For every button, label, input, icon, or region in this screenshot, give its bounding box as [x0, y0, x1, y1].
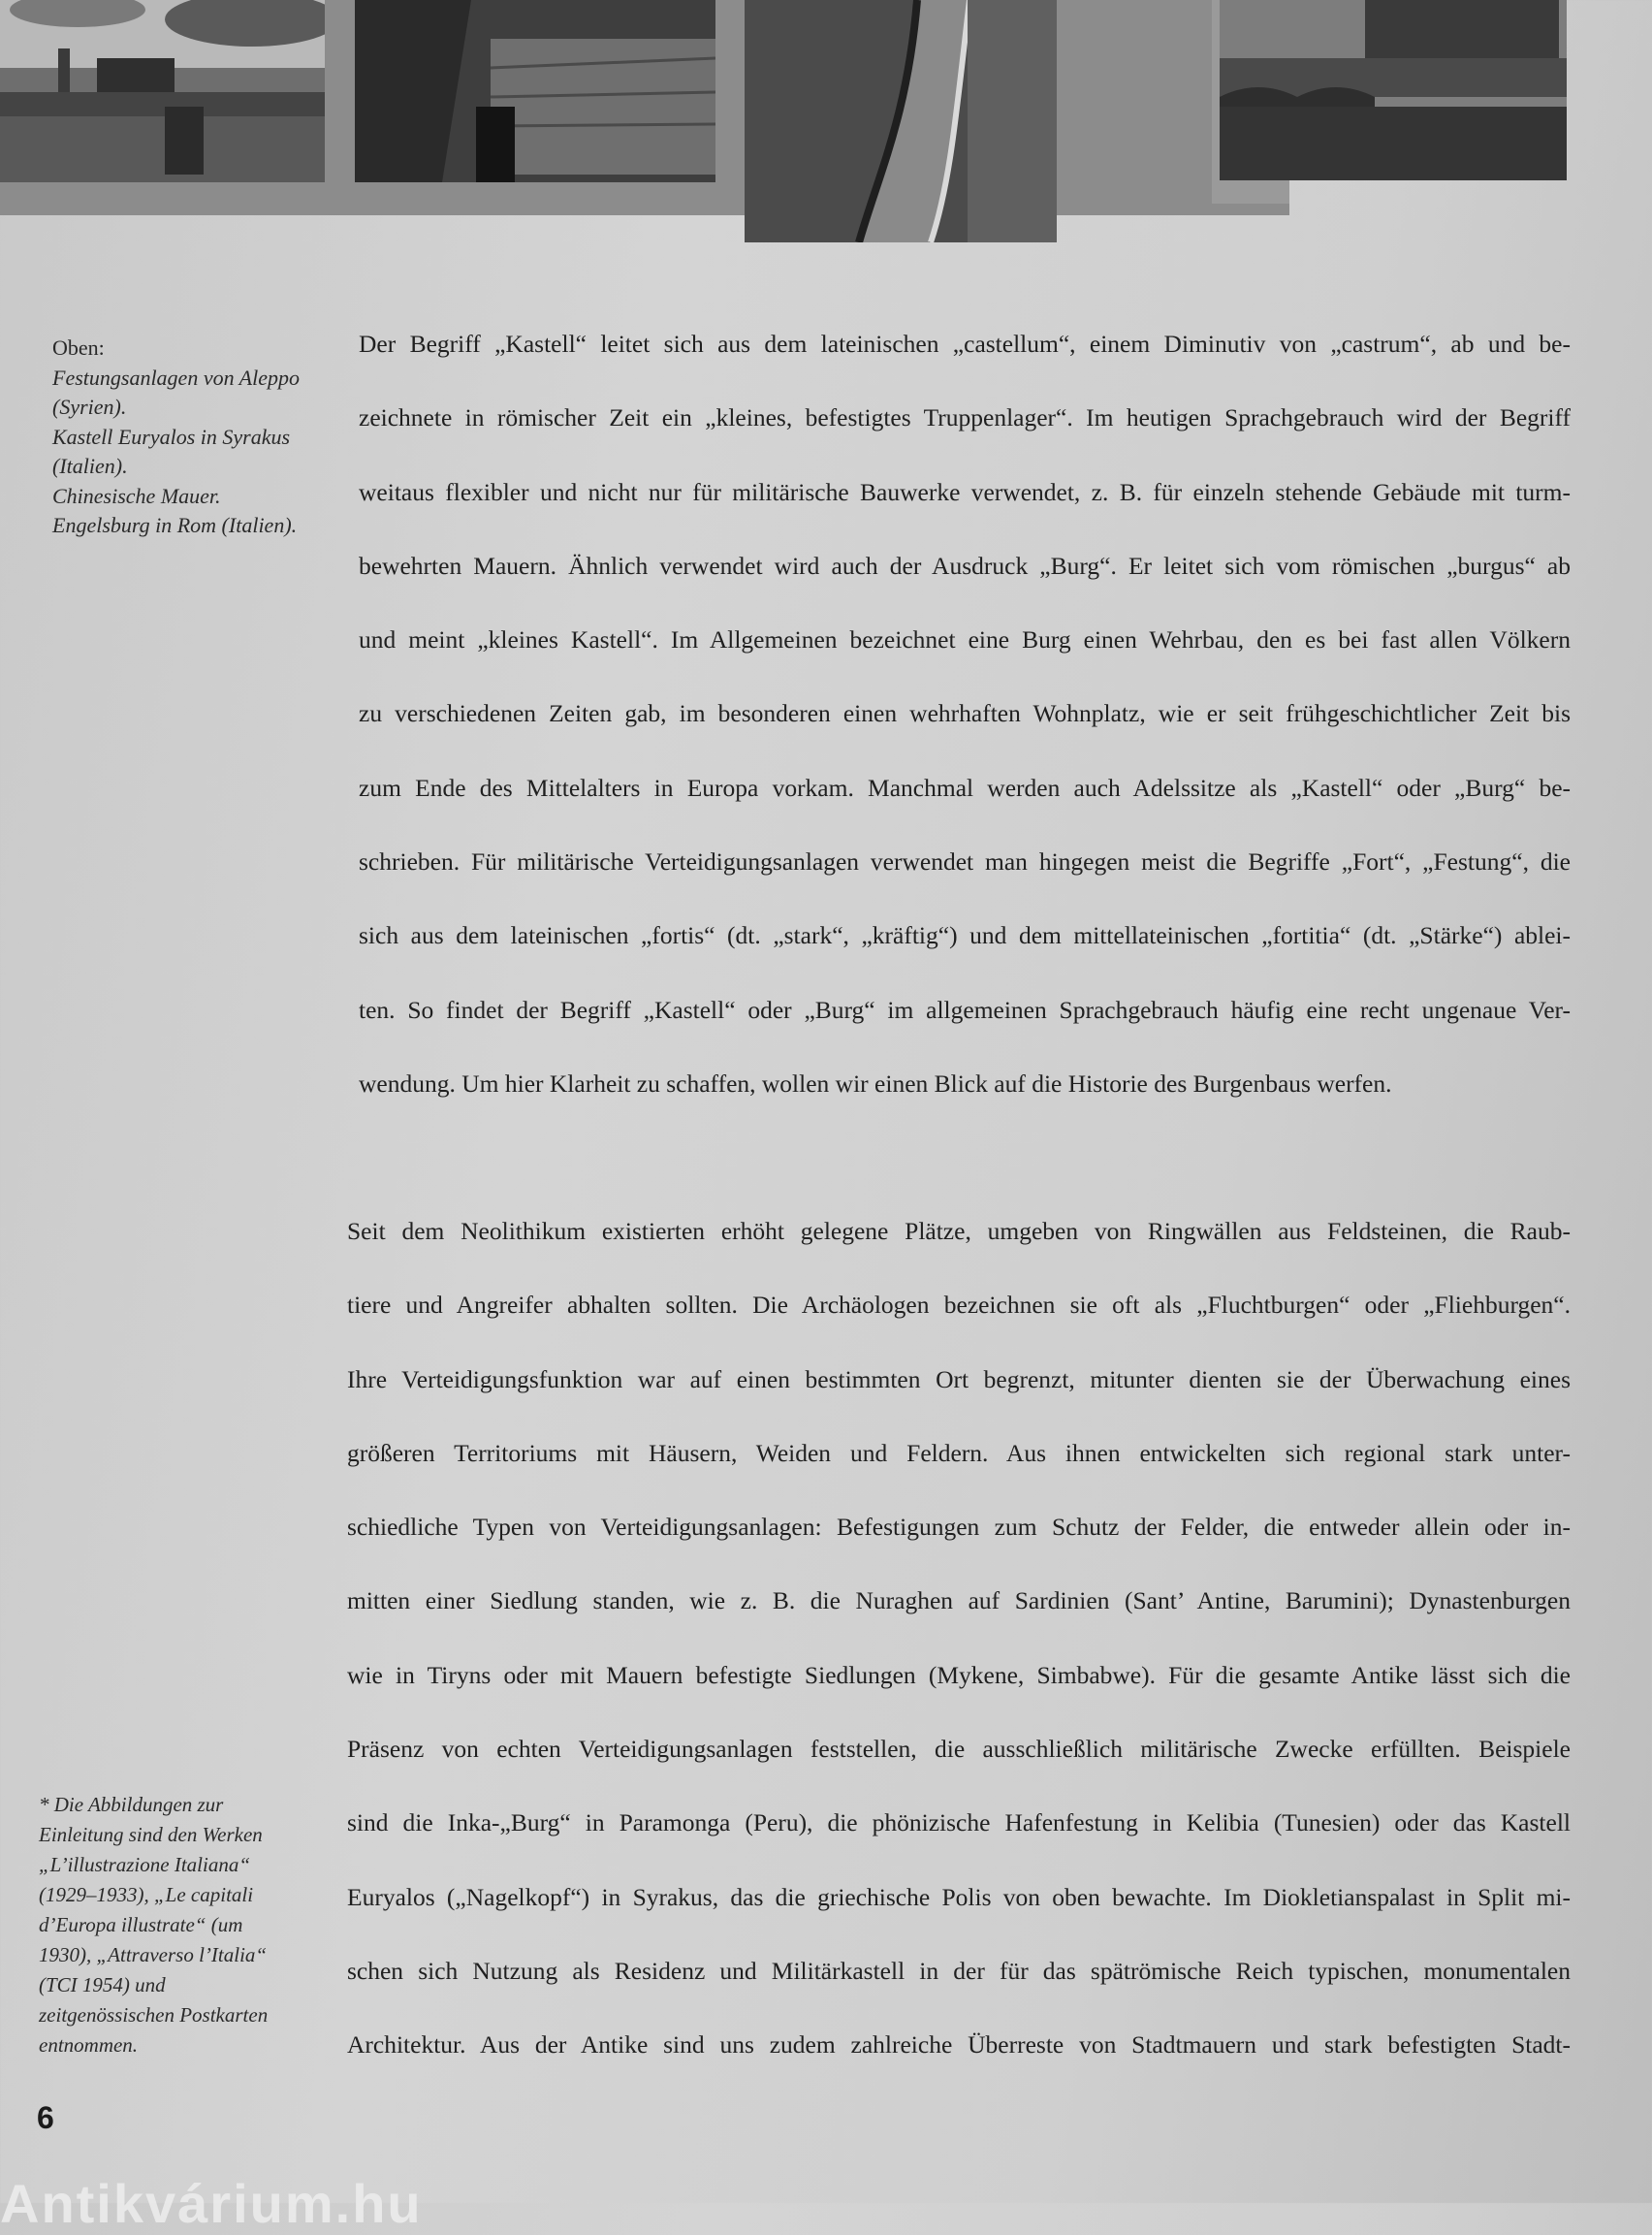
footnote	[39, 1790, 320, 2060]
footnote-line: zeitgenössischen Postkarten	[39, 2003, 269, 2027]
text-line: sich aus dem lateinischen „fortis“ (dt. „stark“, „kräftig“) und dem mittellateinischen „fortitia“ (dt. „Stärke“) ablei-	[359, 921, 1571, 950]
footnote-line: Einleitung sind den Werken	[39, 1823, 263, 1846]
text-line: Ihre Verteidigungsfunktion war auf einen bestimmten Ort begrenzt, mitunter dienten sie der Überwachung eines	[347, 1364, 1571, 1393]
caption-heading: Oben:	[52, 335, 105, 360]
text-line: zu verschiedenen Zeiten gab, im besonderen einen wehrhaften Wohnplatz, wie er seit frühgeschichtlicher Zeit bis	[359, 699, 1571, 728]
text-line: schiedliche Typen von Verteidigungsanlagen: Befestigungen zum Schutz der Felder, die entweder allein oder in-	[347, 1513, 1571, 1542]
footnote-line: * Die Abbildungen zur	[39, 1793, 224, 1816]
text-line: Seit dem Neolithikum existierten erhöht gelegene Plätze, umgeben von Ringwällen aus Feldsteinen, die Raub-	[347, 1217, 1571, 1245]
text-line: Der Begriff „Kastell“ leitet sich aus dem lateinischen „castellum“, einem Diminutiv von „castrum“, ab und be-	[359, 330, 1571, 358]
text-line: sind die Inka-„Burg“ in Paramonga (Peru), die phönizische Hafenfestung in Kelibia (Tunesien) oder das Kastell	[347, 1808, 1571, 1837]
text-line: schrieben. Für militärische Verteidigungsanlagen verwendet man hingegen meist die Begriffe „Fort“, „Festung“, die	[359, 847, 1571, 877]
photo-aleppo-fortress	[0, 0, 325, 182]
caption-line: Festungsanlagen von Aleppo	[52, 365, 300, 390]
caption-line: Kastell Euryalos in Syrakus	[52, 424, 291, 449]
text-line: tiere und Angreifer abhalten sollten. Die Archäologen bezeichnen sie oft als „Fluchtburgen“ oder „Fliehburgen“.	[347, 1291, 1571, 1320]
text-line: und meint „kleines Kastell“. Im Allgemeinen bezeichnet eine Burg einen Wehrbau, den es bei fast allen Völkern	[359, 625, 1571, 655]
photo-caption	[52, 334, 334, 541]
text-line: bewehrten Mauern. Ähnlich verwendet wird auch der Ausdruck „Burg“. Er leitet sich vom römischen „burgus“ ab	[359, 551, 1571, 580]
photo-great-wall	[745, 0, 1057, 242]
page-number: 6	[37, 2100, 54, 2135]
text-line: zeichnete in römischer Zeit ein „kleines, befestigtes Truppenlager“. Im heutigen Sprachgebrauch wird der Begriff	[359, 403, 1571, 432]
footnote-line: „L’illustrazione Italiana“	[39, 1853, 251, 1876]
body-paragraph-2	[347, 1207, 1571, 2095]
caption-line: Chinesische Mauer.	[52, 483, 221, 508]
text-line: Euryalos („Nagelkopf“) in Syrakus, das die griechische Polis von oben bewachte. Im Diokletianspalast in Split mi-	[347, 1882, 1571, 1911]
caption-line: Engelsburg in Rom (Italien).	[52, 513, 298, 537]
footnote-line: (1929–1933), „Le capitali	[39, 1883, 254, 1906]
text-line: mitten einer Siedlung standen, wie z. B. die Nuraghen auf Sardinien (Sant’ Antine, Barumini); Dynastenburgen	[347, 1586, 1571, 1615]
text-line: wendung. Um hier Klarheit zu schaffen, wollen wir einen Blick auf die Historie des Burgenbaus werfen.	[359, 1069, 1392, 1098]
text-line: zum Ende des Mittelalters in Europa vorkam. Manchmal werden auch Adelssitze als „Kastell“ oder „Burg“ be-	[359, 773, 1571, 802]
text-line: größeren Territoriums mit Häusern, Weiden und Feldern. Aus ihnen entwickelten sich regional stark unter-	[347, 1438, 1571, 1467]
body-paragraph-1	[359, 320, 1571, 1133]
text-line: Präsenz von echten Verteidigungsanlagen feststellen, die ausschließlich militärische Zwecke erfüllten. Beispiele	[347, 1735, 1571, 1764]
text-line: wie in Tiryns oder mit Mauern befestigte Siedlungen (Mykene, Simbabwe). Für die gesamte Antike lässt sich die	[347, 1660, 1571, 1689]
photo-castel-sant-angelo	[1220, 0, 1567, 180]
footnote-line: (TCI 1954) und	[39, 1973, 166, 1996]
text-line: weitaus flexibler und nicht nur für militärische Bauwerke verwendet, z. B. für einzeln stehende Gebäude mit turm-	[359, 477, 1571, 506]
footnote-line: entnommen.	[39, 2033, 139, 2057]
watermark: Antikvárium.hu	[0, 2173, 423, 2234]
text-line: Architektur. Aus der Antike sind uns zudem zahlreiche Überreste von Stadtmauern und stark befestigten Stadt-	[347, 2030, 1571, 2059]
caption-line: (Italien).	[52, 454, 128, 478]
footnote-line: d’Europa illustrate“ (um	[39, 1913, 243, 1936]
caption-line: (Syrien).	[52, 395, 127, 419]
text-line: ten. So findet der Begriff „Kastell“ oder „Burg“ im allgemeinen Sprachgebrauch häufig eine recht ungenaue Ver-	[359, 995, 1571, 1024]
footnote-line: 1930), „Attraverso l’Italia“	[39, 1943, 268, 1966]
photo-euryalos-castle	[355, 0, 715, 182]
text-line: schen sich Nutzung als Residenz und Militärkastell in der für das spätrömische Reich typischen, monumentalen	[347, 1956, 1571, 1985]
